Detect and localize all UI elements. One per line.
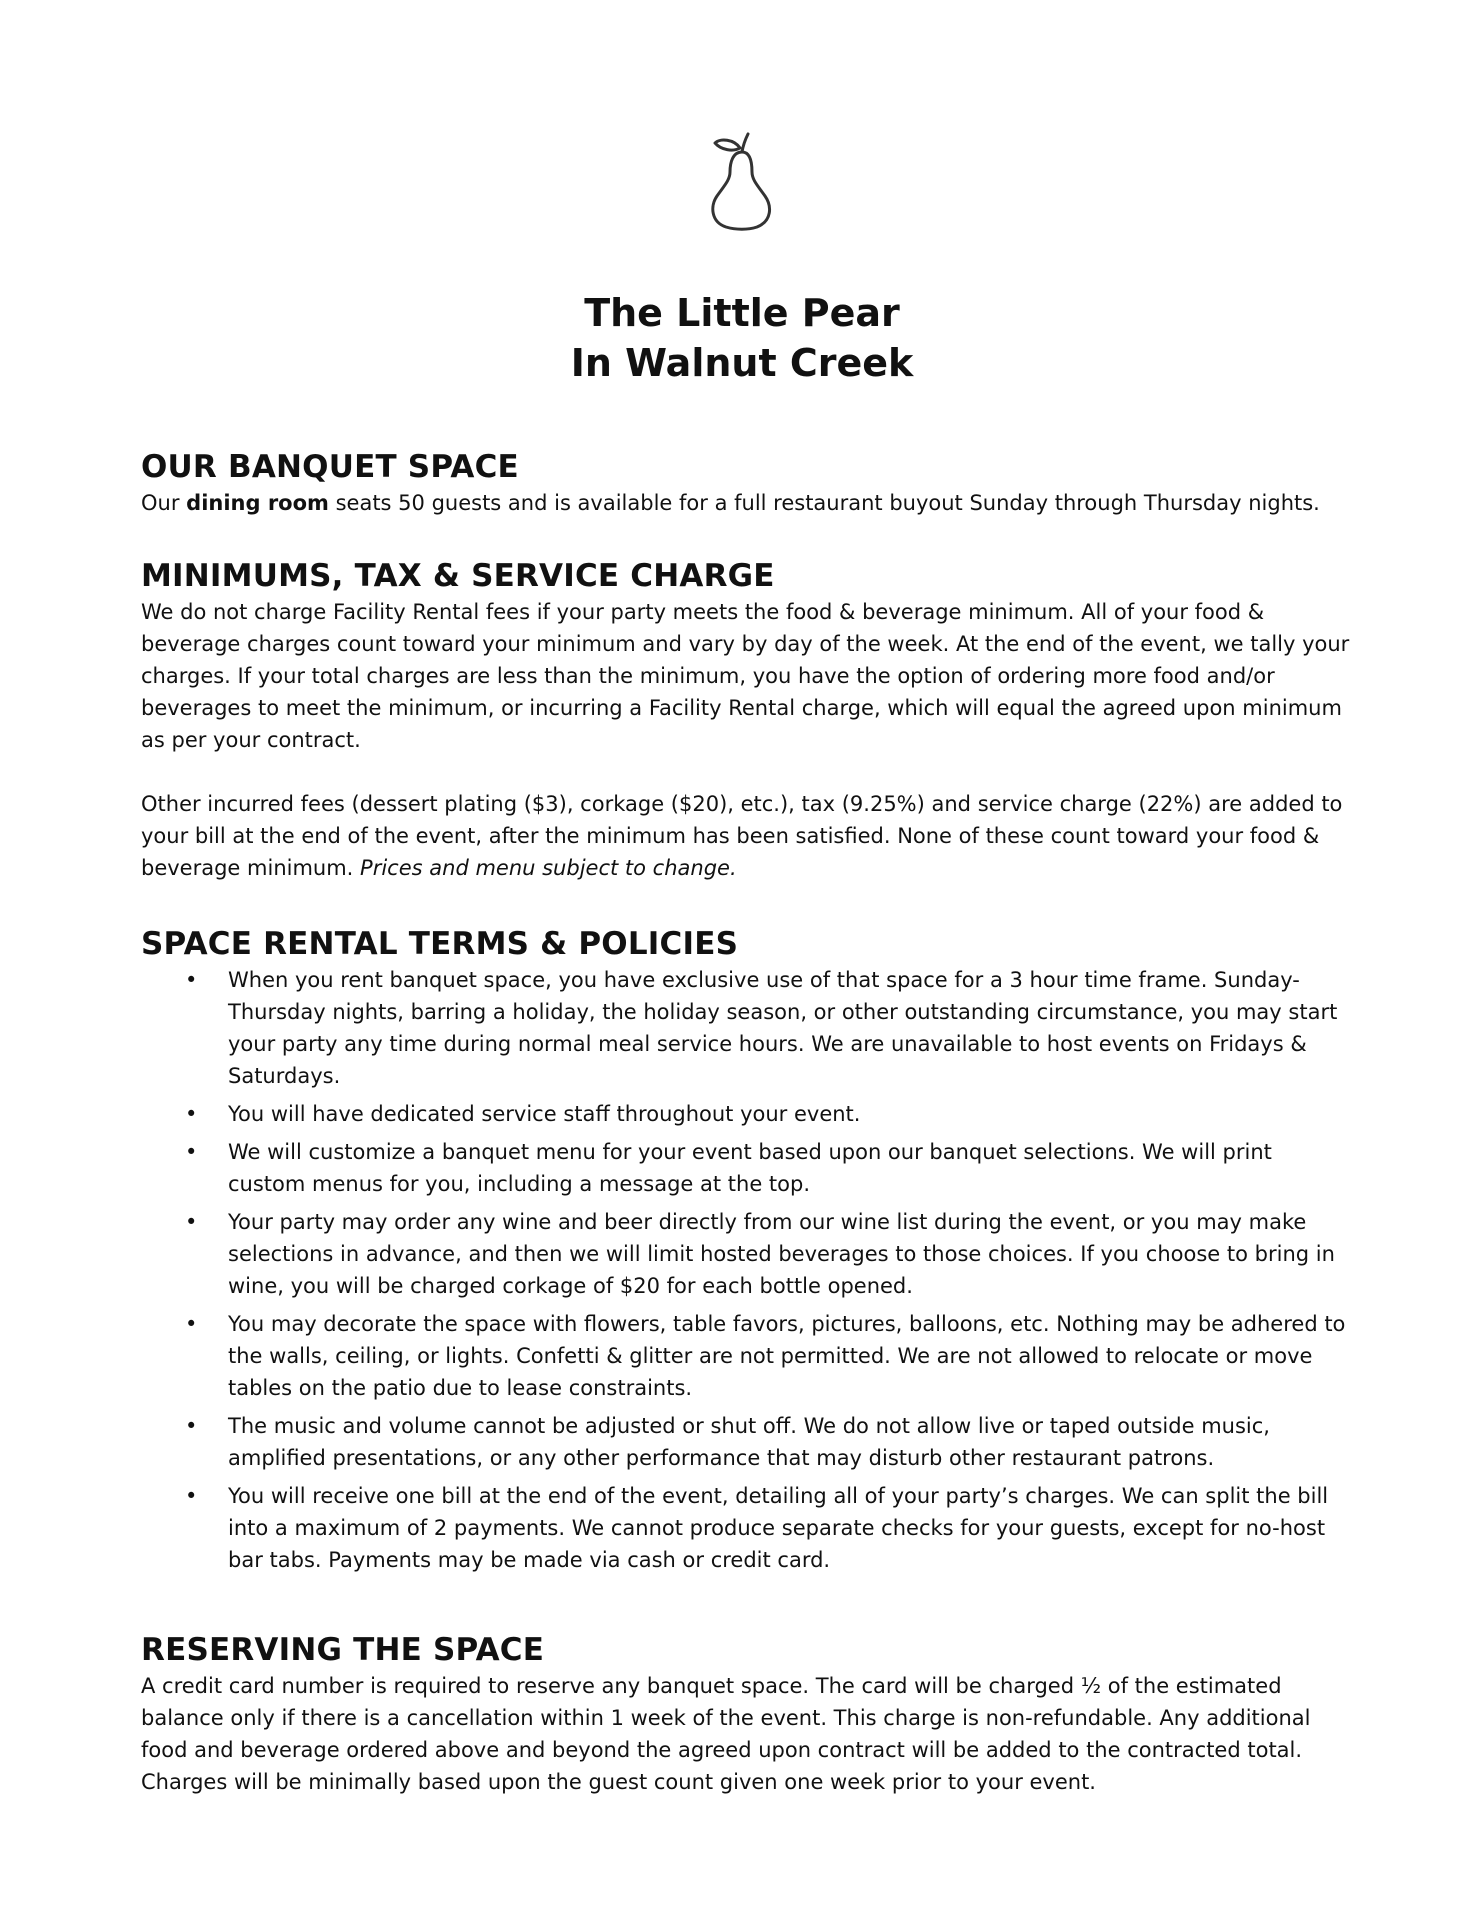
text-before: Our [141,491,187,515]
bullet-icon: • [185,1140,198,1164]
title-line-2: In Walnut Creek [570,341,914,385]
list-item-text: When you rent banquet space, you have exclusive use of that space for a 3 hour time frame. Sunday-Thursday nights, barring a holiday, the holiday season, or other outstanding circumstance, you may start your party any time during normal meal service hours. We are unavailable to host events on Fridays & Saturdays. [228,968,1338,1088]
paragraph-2-italic: Prices and menu subject to change. [360,856,737,880]
list-item [141,1206,1351,1302]
list-item [141,1480,1351,1576]
list-item-text: The music and volume cannot be adjusted or shut off. We do not allow live or taped outside music, amplified presentations, or any other performance that may disturb other restaurant patrons. [228,1414,1270,1470]
list-item [141,1136,1351,1200]
pear-icon [706,128,776,232]
section-heading: MINIMUMS, TAX & SERVICE CHARGE [141,558,775,594]
section-minimums [141,556,1351,884]
paragraph: A credit card number is required to reserve any banquet space. The card will be charged ½ of the estimated balance only if there is a cancellation within 1 week of the event. This charge is non-refundable. Any additional food and beverage ordered above and beyond the agreed upon contract will be added to the contracted total. Charges will be minimally based upon the guest count given one week prior to your event. [141,1674,1311,1794]
section-banquet-space [141,447,1351,519]
text-after: seats 50 guests and is available for a full restaurant buyout Sunday through Thursday nights. [328,491,1320,515]
list-item-text: You will receive one bill at the end of the event, detailing all of your party’s charges. We can split the bill into a maximum of 2 payments. We cannot produce separate checks for your guests, except for no-host bar tabs. Payments may be made via cash or credit card. [228,1484,1329,1572]
bullet-icon: • [185,968,198,992]
section-heading: SPACE RENTAL TERMS & POLICIES [141,926,739,962]
section-reserving [141,1630,1351,1798]
paragraph-2-text: Other incurred fees (dessert plating ($3), corkage ($20), etc.), tax (9.25%) and service charge (22%) are added to your bill at the end of the event, after the minimum has been satisfied. None of these count toward your food & beverage minimum. [141,792,1343,880]
text-bold: dining room [186,491,329,515]
bullet-icon: • [185,1414,198,1438]
list-item-text: You will have dedicated service staff throughout your event. [228,1102,861,1126]
page-title [0,288,1484,388]
paragraph-2 [141,788,1351,884]
bullet-icon: • [185,1210,198,1234]
bullet-icon: • [185,1102,198,1126]
list-item [141,1410,1351,1474]
list-item-text: You may decorate the space with flowers, table favors, pictures, balloons, etc. Nothing may be adhered to the walls, ceiling, or lights. Confetti & glitter are not permitted. We are not allowed to relocate or move tables on the patio due to lease constraints. [228,1312,1346,1400]
terms-list [141,964,1351,1576]
section-text [141,487,1351,519]
section-heading: RESERVING THE SPACE [141,1632,545,1668]
bullet-icon: • [185,1484,198,1508]
list-item [141,1098,1351,1130]
paragraph-1: We do not charge Facility Rental fees if your party meets the food & beverage minimum. All of your food & beverage charges count toward your minimum and vary by day of the week. At the end of the event, we tally your charges. If your total charges are less than the minimum, you have the option of ordering more food and/or beverages to meet the minimum, or incurring a Facility Rental charge, which will equal the agreed upon minimum as per your contract. [141,600,1350,752]
list-item-text: Your party may order any wine and beer directly from our wine list during the event, or you may make selections in advance, and then we will limit hosted beverages to those choices. If you choose to bring in wine, you will be charged corkage of $20 for each bottle opened. [228,1210,1335,1298]
list-item-text: We will customize a banquet menu for your event based upon our banquet selections. We will print custom menus for you, including a message at the top. [228,1140,1272,1196]
bullet-icon: • [185,1312,198,1336]
title-line-1: The Little Pear [584,291,900,335]
section-rental-terms [141,924,1351,1582]
list-item [141,1308,1351,1404]
list-item [141,964,1351,1092]
section-heading: OUR BANQUET SPACE [141,449,519,485]
